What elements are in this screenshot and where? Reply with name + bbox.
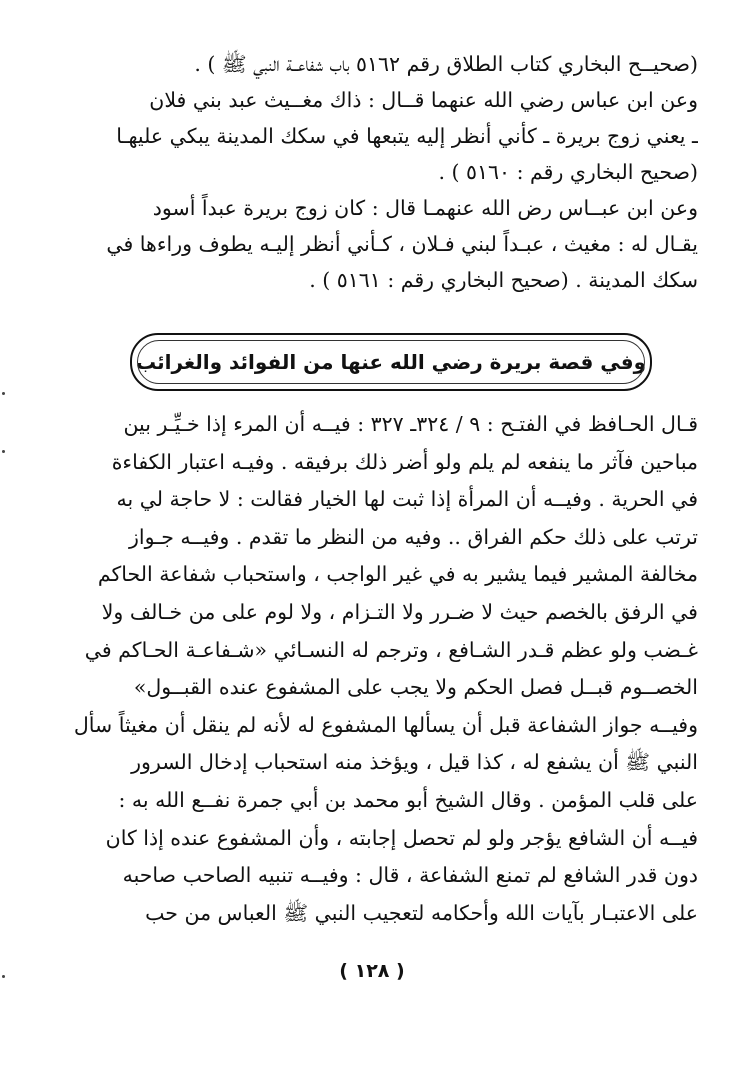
text-line: مباحين فآثر ما ينفعه لم يلم ولو أضر ذلك برفيقه . وفيـه اعتبار الكفاءة	[111, 449, 698, 474]
scan-mark	[2, 450, 5, 453]
text-line: دون قدر الشافع لم تمنع الشفاعة ، قال : وفيــه تنبيه الصاحب صاحبه	[122, 863, 698, 888]
commentary-block	[38, 406, 698, 932]
text-line: على قلب المؤمن . وقال الشيخ أبو محمد بن أبي جمرة نفــع الله به :	[118, 787, 698, 812]
text-line: فيــه أن الشافع يؤجر ولو لم تحصل إجابته ، وأن المشفوع عنده إذا كان	[105, 825, 698, 850]
text-line: في الحرية . وفيــه أن المرأة إذا ثبت لها الخيار فقالت : لا حاجة لي به	[116, 487, 698, 512]
text-line: في الرفق بالخصم حيث لا ضـرر ولا التـزام ، ولا لوم على من خـالف ولا	[101, 599, 698, 624]
text-line: ـ يعني زوج بريرة ـ كأني أنظر إليه يتبعها في سكك المدينة يبكي عليهـا	[116, 124, 698, 148]
text-line: يقـال له : مغيث ، عبـداً لبني فـلان ، كـأني أنظر إليـه يطوف وراءها في	[106, 232, 698, 256]
scan-mark	[2, 975, 5, 978]
text-line: وفيــه جواز الشفاعة قبل أن يسألها المشفوع له لأنه لم ينقل أن مغيثاً سأل	[73, 712, 698, 737]
text-line: قـال الحـافظ في الفتـح : ٩ / ٣٢٤ـ ٣٢٧ : فيــه أن المرء إذا خـيِّـر بين	[123, 412, 698, 436]
text-line: الخصــوم قبــل فصل الحكم ولا يجب على المشفوع عنده القبــول»	[133, 675, 698, 700]
section-heading: وفي قصة بريرة رضي الله عنها من الفوائد والغرائب	[130, 333, 652, 391]
text-line: (صحيــح البخاري كتاب الطلاق رقم ٥١٦٢ باب شفاعــة النبي ﷺ ) .	[194, 52, 698, 76]
text-line: وعن ابن عبــاس رض الله عنهمـا قال : كان زوج بريرة عبداً أسود	[152, 196, 698, 220]
scan-mark	[2, 392, 5, 395]
text-line: مخالفة المشير فيما يشير به في غير الواجب ، واستحباب شفاعة الحاكم	[97, 562, 698, 587]
text-line: النبي ﷺ أن يشفع له ، كذا قيل ، ويؤخذ منه استحباب إدخال السرور	[131, 750, 698, 775]
hadith-references-block	[38, 46, 698, 298]
text-line: على الاعتبـار بآيات الله وأحكامه لتعجيب النبي ﷺ العباس من حب	[145, 900, 698, 925]
text-line: سكك المدينة . (صحيح البخاري رقم : ٥١٦١ ) .	[309, 268, 698, 292]
text-line: (صحيح البخاري رقم : ٥١٦٠ ) .	[438, 160, 698, 184]
text-line: ترتب على ذلك حكم الفراق .. وفيه من النظر ما تقدم . وفيــه جـواز	[129, 524, 698, 549]
text-line: غـضب ولو عظم قـدر الشـافع ، وترجم له النسـائي «شـفاعـة الحـاكم في	[84, 637, 698, 662]
text-line: وعن ابن عباس رضي الله عنهما قــال : ذاك مغــيث عبد بني فلان	[149, 88, 698, 112]
page-number: ( ١٢٨ )	[339, 960, 405, 982]
